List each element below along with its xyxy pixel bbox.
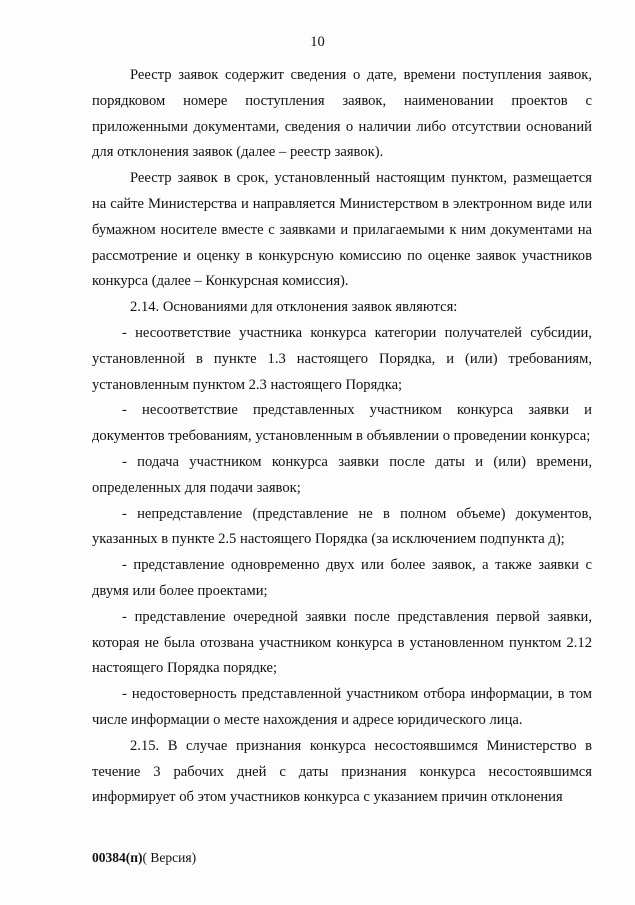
list-item-false-information: - недостоверность представленной участником отбора информации, в том числе информации о месте нахождения и адресе юридического лица. [92,686,592,728]
paragraph-registry-publication: Реестр заявок в срок, установленный настоящим пунктом, размещается на сайте Министерства и направляется Министерством в электронном виде или бумажном носителе вместе с заявками и прилагаемыми к ним документами на рассмотрение и оценку в конкурсную комиссию по оценке заявок участников конкурса (далее – Конкурсная комиссия). [92,170,592,290]
document-body [92,63,592,811]
footer-version: ( Версия) [142,850,197,865]
list-item-documents-mismatch: - несоответствие представленных участником конкурса заявки и документов требованиям, установленным в объявлении о проведении конкурса; [92,402,592,445]
paragraph-contest-failed: 2.15. В случае признания конкурса несостоявшимся Министерство в течение 3 рабочих дней с даты признания конкурса несостоявшимся информирует об этом участников конкурса с указанием причин отклонения [92,737,592,806]
document-footer [92,850,196,866]
list-item-multiple-applications: - представление одновременно двух или более заявок, а также заявки с двумя или более проектами; [92,557,592,599]
list-item-repeat-application: - представление очередной заявки после представления первой заявки, которая не была отозвана участником конкурса в установленном пунктом 2.12 настоящего Порядка порядке; [92,608,592,677]
list-item-late-submission: - подача участником конкурса заявки после даты и (или) времени, определенных для подачи заявок; [92,453,592,496]
footer-code: 00384(п) [92,850,143,865]
page-number: 10 [310,34,325,50]
paragraph-registry-contents: Реестр заявок содержит сведения о дате, времени поступления заявок, порядковом номере поступления заявок, наименовании проектов с приложенными документами, сведения о наличии либо отсутствии оснований для отклонения заявок (далее – реестр заявок). [92,67,592,161]
list-item-missing-documents: - непредставление (представление не в полном объеме) документов, указанных в пункте 2.5 настоящего Порядка (за исключением подпункта д); [92,505,592,548]
paragraph-rejection-grounds-heading: 2.14. Основаниями для отклонения заявок являются: [130,299,458,316]
list-item-category-mismatch: - несоответствие участника конкурса категории получателей субсидии, установленной в пункте 1.3 настоящего Порядка, и (или) требованиям, установленным пунктом 2.3 настоящего Порядка; [92,324,592,393]
